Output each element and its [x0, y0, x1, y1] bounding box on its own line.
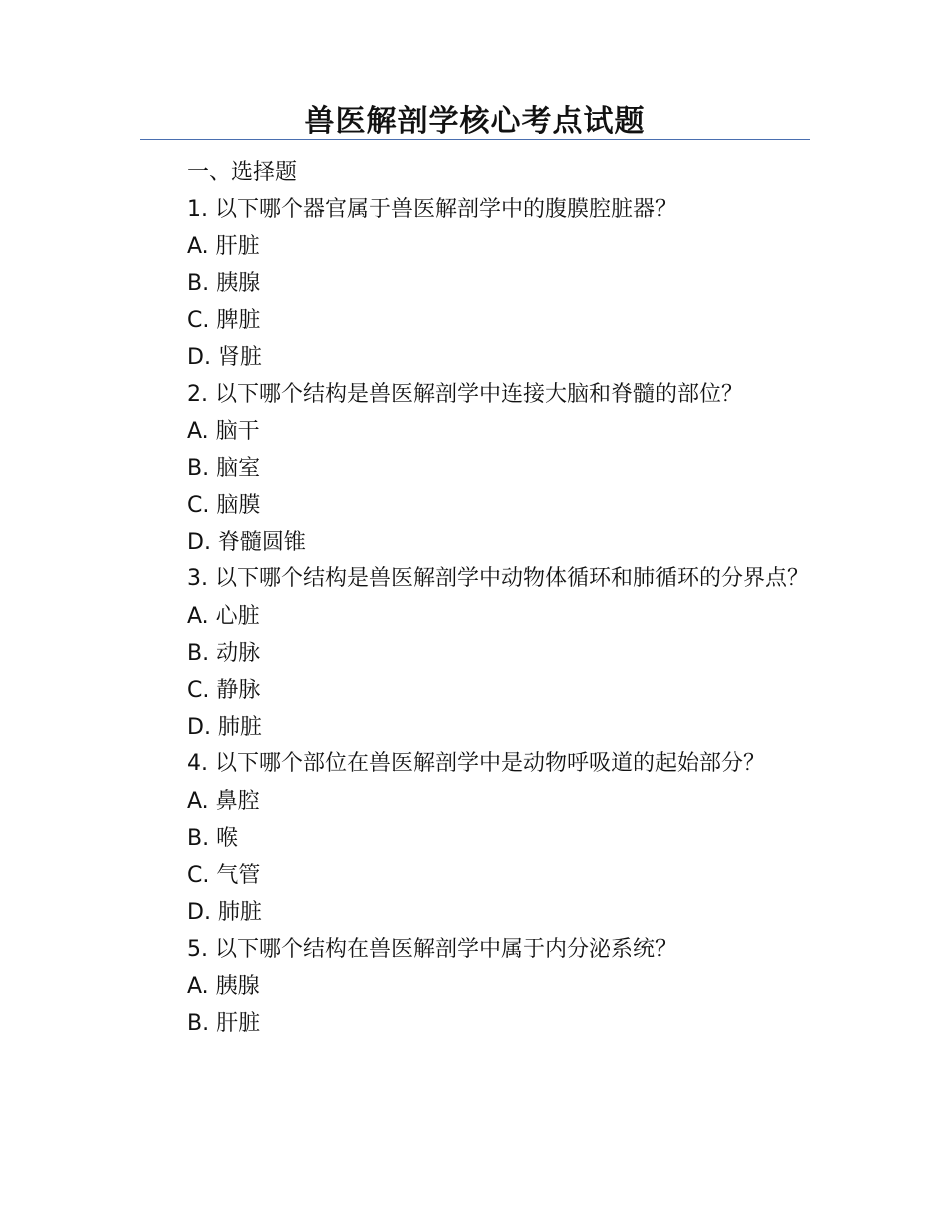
option-1d: D. 肾脏: [187, 345, 262, 370]
option-1c: C. 脾脏: [187, 308, 261, 333]
question-5: 5. 以下哪个结构在兽医解剖学中属于内分泌系统？: [187, 937, 677, 962]
option-3d: D. 肺脏: [187, 715, 262, 740]
option-3a: A. 心脏: [187, 604, 260, 629]
option-3c: C. 静脉: [187, 678, 261, 703]
option-1a: A. 肝脏: [187, 234, 260, 259]
question-3: 3. 以下哪个结构是兽医解剖学中动物体循环和肺循环的分界点？: [187, 566, 809, 591]
document-body: [140, 154, 810, 1042]
option-5b: B. 肝脏: [187, 1011, 261, 1036]
option-5a: A. 胰腺: [187, 974, 260, 999]
question-1: 1. 以下哪个器官属于兽医解剖学中的腹膜腔脏器？: [187, 197, 677, 222]
option-1b: B. 胰腺: [187, 271, 261, 296]
question-2: 2. 以下哪个结构是兽医解剖学中连接大脑和脊髓的部位？: [187, 382, 743, 407]
section-heading: 一、选择题: [187, 160, 298, 185]
option-4b: B. 喉: [187, 826, 239, 851]
option-2b: B. 脑室: [187, 456, 261, 481]
option-2d: D. 脊髓圆锥: [187, 530, 306, 555]
option-3b: B. 动脉: [187, 641, 261, 666]
option-4d: D. 肺脏: [187, 900, 262, 925]
question-4: 4. 以下哪个部位在兽医解剖学中是动物呼吸道的起始部分？: [187, 751, 765, 776]
document-title: 兽医解剖学核心考点试题: [304, 104, 646, 139]
option-2a: A. 脑干: [187, 419, 260, 444]
option-2c: C. 脑膜: [187, 493, 261, 518]
title-underline: [140, 139, 810, 140]
option-4a: A. 鼻腔: [187, 789, 260, 814]
option-4c: C. 气管: [187, 863, 261, 888]
